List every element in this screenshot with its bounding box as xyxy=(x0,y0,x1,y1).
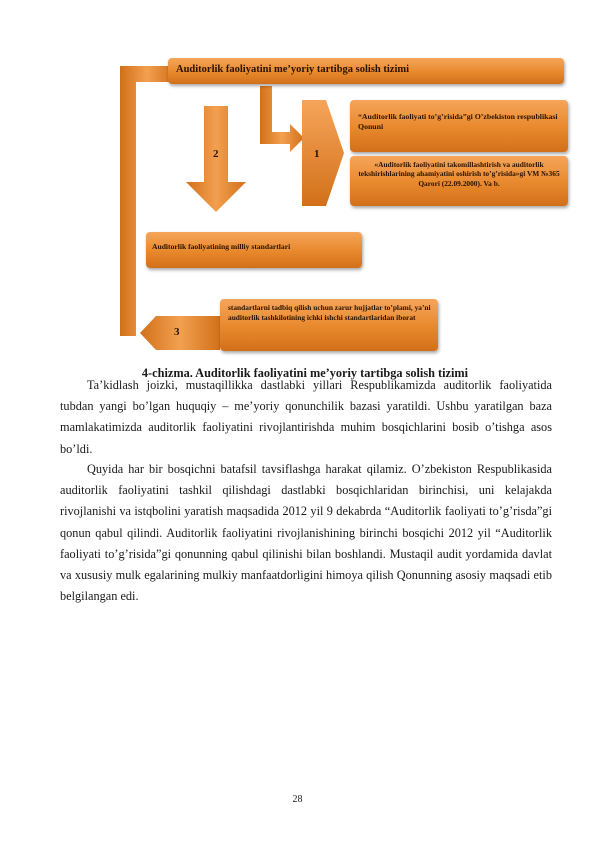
left-connector-bar xyxy=(120,66,174,336)
national-standards-box: Auditorlik faoliyatining milliy standartlari xyxy=(146,232,362,268)
figure-caption: 4-chizma. Auditorlik faoliyatini me’yoriy tartibga solish tizimi xyxy=(141,366,469,380)
step-number-2: 2 xyxy=(213,148,219,160)
internal-standards-box: standartlarni tadbiq qilish uchun zarur hujjatlar to’plami, ya’ni auditorlik tashkilotining ichki ishchi standartlaridan iborat xyxy=(220,299,438,351)
right-arrow-1 xyxy=(302,100,344,206)
step-number-3: 3 xyxy=(174,326,180,338)
step-number-1: 1 xyxy=(314,148,320,160)
law-box: “Auditorlik faoliyati to’g’risida”gi O’zbekiston respublikasi Qonuni xyxy=(350,100,568,152)
regulation-diagram xyxy=(118,54,578,356)
paragraph-1: Ta’kidlash joizki, mustaqillikka dastlabki yillari Respublikamizda auditorlik faoliyatida tubdan yangi bo’lgan huquqiy – me’yoriy qonunchilik bazasi yaratildi. Ushbu yaratilgan baza mamlakatimizda auditorlik faoliyatini rivojlantirishda muhim bosqichlarini bosib o’tishga asos bo’ldi. xyxy=(60,378,552,456)
resolution-box: «Auditorlik faoliyatini takomillashtirish va auditorlik tekshirishlarining ahamiyatini oshirish to’g’risida»gi VM №365 Qarori (22.09.2000). Va b. xyxy=(350,156,568,206)
paragraph-2: Quyida har bir bosqichni batafsil tavsiflashga harakat qilamiz. O’zbekiston Respublikasida auditorlik faoliyatini tashkil qilishdagi dastlabki bosqichlaridan birinchisi, uni kelajakda rivojlanishi va istqbolini yaratish maqsadida 2012 yil 9 dekabrda “Auditorlik faoliyati to’g’risda”gi qonun qabul qilindi. Auditorlik faoliyatini rivojlanishining birinchi bosqichi 2012 yil “Auditorlik faoliyati to’g’risida”gi qonunning qabul qilinishi bilan boshlandi. Mustaqil audit yordamida davlat va xususiy mulk egalarining mulkiy manfaatdorligini himoya qilish Qonunning asosiy maqsadi etib belgilangan edi. xyxy=(60,462,552,604)
diagram-title-box: Auditorlik faoliyatini me’yoriy tartibga solish tizimi xyxy=(168,58,564,84)
page-number: 28 xyxy=(292,794,303,805)
bent-arrow xyxy=(260,86,304,152)
left-arrow-3 xyxy=(140,316,220,350)
